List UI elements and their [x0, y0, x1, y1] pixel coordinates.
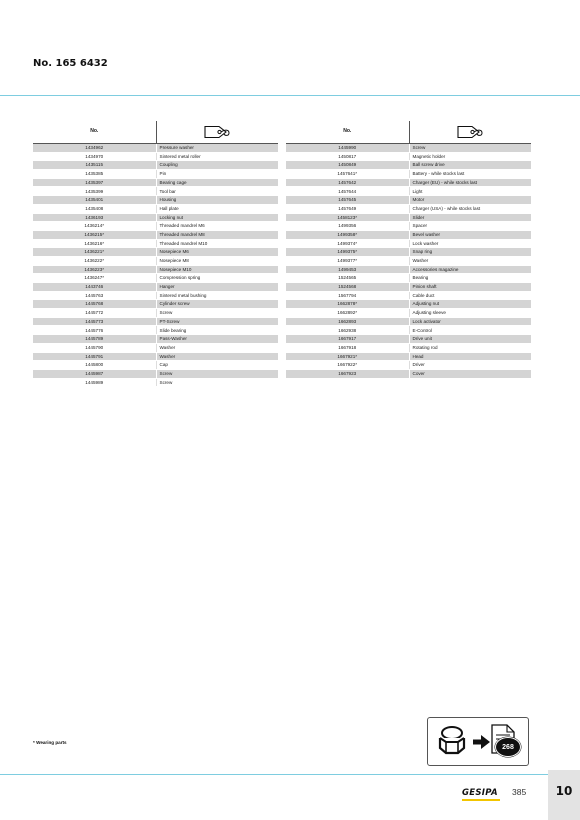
part-description: Lock activator — [409, 317, 531, 326]
part-number: 1435385 — [33, 170, 156, 179]
table-row — [286, 335, 531, 344]
part-number: 1499377* — [286, 256, 409, 265]
column-header-no: No. — [286, 121, 409, 144]
part-description: Washer — [156, 343, 278, 352]
part-number: 1445989 — [33, 378, 156, 387]
part-number: 1436247* — [33, 274, 156, 283]
table-row — [286, 256, 531, 265]
part-description: Nosepiece M8 — [156, 256, 278, 265]
table-row — [286, 222, 531, 231]
part-number: 1457644 — [286, 187, 409, 196]
chapter-tab — [548, 770, 580, 820]
part-description: Adjusting sleeve — [409, 309, 531, 318]
part-number: 1450849 — [286, 161, 409, 170]
table-row — [286, 196, 531, 205]
part-description: Slider — [409, 213, 531, 222]
table-row — [286, 230, 531, 239]
column-header-description — [156, 121, 278, 144]
part-number: 1445773 — [33, 317, 156, 326]
part-description: Sintered metal bushing — [156, 291, 278, 300]
part-description: Driver — [409, 361, 531, 370]
table-row — [33, 196, 278, 205]
part-number: 1499356 — [286, 222, 409, 231]
part-number: 1667917 — [286, 335, 409, 344]
part-description: Pinion shaft — [409, 283, 531, 292]
part-number: 1445990 — [286, 144, 409, 153]
parts-table-left — [33, 121, 278, 387]
table-row — [286, 326, 531, 335]
part-description: Accessories magazine — [409, 265, 531, 274]
footnote-wearing-parts: * Wearing parts — [33, 740, 67, 745]
table-row — [286, 152, 531, 161]
part-number: 1445772 — [33, 309, 156, 318]
table-row — [286, 239, 531, 248]
table-row — [33, 170, 278, 179]
part-number: 1445789 — [33, 335, 156, 344]
part-description: Light — [409, 187, 531, 196]
part-number: 1445790 — [33, 343, 156, 352]
part-description: Threaded mandrel M8 — [156, 230, 278, 239]
part-number: 1457642 — [286, 178, 409, 187]
part-number: 1435401 — [33, 196, 156, 205]
footer-divider — [0, 774, 580, 775]
table-row — [286, 187, 531, 196]
part-description: Compression spring — [156, 274, 278, 283]
part-description: Ball screw drive — [409, 161, 531, 170]
table-row — [33, 369, 278, 378]
part-description: Charger (USA) - while stocks last — [409, 204, 531, 213]
table-row — [286, 283, 531, 292]
part-number: 1436216* — [33, 239, 156, 248]
part-description: Sintered metal roller — [156, 152, 278, 161]
part-description: Spacer — [409, 222, 531, 231]
part-description: Washer — [156, 352, 278, 361]
table-row — [286, 343, 531, 352]
part-description: Nosepiece M6 — [156, 248, 278, 257]
table-row — [33, 274, 278, 283]
part-number: 1435397 — [33, 178, 156, 187]
part-number: 1457649 — [286, 204, 409, 213]
brand-underline — [462, 799, 500, 801]
table-row — [33, 335, 278, 344]
part-number: 1436214* — [33, 222, 156, 231]
header-divider — [0, 95, 580, 96]
table-row — [33, 256, 278, 265]
table-row — [286, 178, 531, 187]
part-number: 1662892* — [286, 309, 409, 318]
table-row — [286, 352, 531, 361]
part-description: Pressure washer — [156, 144, 278, 153]
part-description: Nosepiece M10 — [156, 265, 278, 274]
table-row — [33, 239, 278, 248]
part-description: Screw — [156, 309, 278, 318]
part-number: 1457645 — [286, 196, 409, 205]
part-description: Drive unit — [409, 335, 531, 344]
part-number: 1445987 — [33, 369, 156, 378]
table-row — [33, 283, 278, 292]
part-number: 1662893 — [286, 317, 409, 326]
part-description: Lock washer — [409, 239, 531, 248]
table-row — [33, 187, 278, 196]
part-description: Screw — [409, 144, 531, 153]
part-number: 1445763 — [33, 291, 156, 300]
part-number: 1499453 — [286, 265, 409, 274]
part-description: Cap — [156, 361, 278, 370]
nut-icon — [432, 722, 472, 762]
part-description: Rotating rod — [409, 343, 531, 352]
chapter-number: 10 — [555, 784, 573, 798]
table-row — [286, 170, 531, 179]
part-number: 1445768 — [33, 300, 156, 309]
table-row — [33, 144, 278, 153]
part-description: Bevel washer — [409, 230, 531, 239]
part-number: 1434962 — [33, 144, 156, 153]
part-description: Magnetic holder — [409, 152, 531, 161]
page-title: No. 165 6432 — [33, 58, 108, 69]
column-header-description — [409, 121, 531, 144]
table-row — [286, 361, 531, 370]
table-row — [286, 291, 531, 300]
part-number: 1436223* — [33, 265, 156, 274]
part-description: Threaded mandrel M6 — [156, 222, 278, 231]
part-number: 1435399 — [33, 187, 156, 196]
part-number: 1434970 — [33, 152, 156, 161]
part-description: Pass-Washer — [156, 335, 278, 344]
part-number: 1567794 — [286, 291, 409, 300]
table-row — [286, 248, 531, 257]
part-description: Hanger — [156, 283, 278, 292]
part-number: 1436221* — [33, 248, 156, 257]
table-row — [286, 144, 531, 153]
table-row — [33, 300, 278, 309]
page-number: 385 — [512, 787, 527, 797]
part-number: 1667918 — [286, 343, 409, 352]
part-description: Housing — [156, 196, 278, 205]
part-description: Bearing — [409, 274, 531, 283]
arrow-right-icon — [473, 735, 491, 749]
table-row — [33, 248, 278, 257]
table-row — [33, 317, 278, 326]
part-number: 1445800 — [33, 361, 156, 370]
part-number: 1667922* — [286, 361, 409, 370]
table-row — [33, 161, 278, 170]
part-description: Screw — [156, 369, 278, 378]
tag-icon — [202, 125, 232, 139]
reference-page-badge: 268 — [495, 737, 521, 757]
brand-logo: GESIPA — [462, 788, 498, 798]
part-description: Snap ring — [409, 248, 531, 257]
part-number: 1499375* — [286, 248, 409, 257]
part-description: PT-Screw — [156, 317, 278, 326]
table-row — [286, 317, 531, 326]
table-row — [33, 343, 278, 352]
table-row — [33, 265, 278, 274]
part-description: Screw — [156, 378, 278, 387]
table-row — [286, 274, 531, 283]
part-number: 1445776 — [33, 326, 156, 335]
table-row — [33, 291, 278, 300]
table-row — [33, 204, 278, 213]
table-row — [286, 213, 531, 222]
part-number: 1667921* — [286, 352, 409, 361]
part-number: 1524568 — [286, 283, 409, 292]
part-description: Tool bar — [156, 187, 278, 196]
part-description: Cable duct — [409, 291, 531, 300]
part-description: Pin — [156, 170, 278, 179]
table-row — [33, 309, 278, 318]
part-number: 1499358* — [286, 230, 409, 239]
part-number: 1457641* — [286, 170, 409, 179]
part-description: Charger (EU) - while stocks last — [409, 178, 531, 187]
part-number: 1443746 — [33, 283, 156, 292]
table-row — [33, 378, 278, 387]
table-row — [33, 178, 278, 187]
part-description: Cylinder screw — [156, 300, 278, 309]
part-description: Washer — [409, 256, 531, 265]
part-description: Adjusting nut — [409, 300, 531, 309]
part-number: 1524565 — [286, 274, 409, 283]
part-description: Locking nut — [156, 213, 278, 222]
column-header-no: No. — [33, 121, 156, 144]
part-number: 1436193 — [33, 213, 156, 222]
part-number: 1499374* — [286, 239, 409, 248]
part-description: Hall plate — [156, 204, 278, 213]
part-description: Cover — [409, 369, 531, 378]
table-row — [286, 265, 531, 274]
table-row — [33, 326, 278, 335]
table-row — [286, 309, 531, 318]
part-description: Coupling — [156, 161, 278, 170]
part-number: 1435408 — [33, 204, 156, 213]
part-number: 1436222* — [33, 256, 156, 265]
table-row — [286, 300, 531, 309]
table-row — [33, 361, 278, 370]
part-description: E-Control — [409, 326, 531, 335]
part-number: 1445791 — [33, 352, 156, 361]
part-number: 1662938 — [286, 326, 409, 335]
table-row — [33, 152, 278, 161]
part-description: Bearing cage — [156, 178, 278, 187]
table-row — [286, 369, 531, 378]
table-row — [286, 161, 531, 170]
part-number: 1435115 — [33, 161, 156, 170]
part-number: 1662878* — [286, 300, 409, 309]
table-row — [33, 222, 278, 231]
part-number: 1667923 — [286, 369, 409, 378]
table-row — [33, 213, 278, 222]
part-description: Motor — [409, 196, 531, 205]
part-description: Threaded mandrel M10 — [156, 239, 278, 248]
part-description: Head — [409, 352, 531, 361]
part-description: Battery - while stocks last — [409, 170, 531, 179]
part-number: 1450817 — [286, 152, 409, 161]
table-row — [286, 204, 531, 213]
part-number: 1436215* — [33, 230, 156, 239]
part-number: 1458123* — [286, 213, 409, 222]
part-description: Slide bearing — [156, 326, 278, 335]
parts-table-right — [286, 121, 531, 379]
table-row — [33, 230, 278, 239]
tag-icon — [455, 125, 485, 139]
table-row — [33, 352, 278, 361]
